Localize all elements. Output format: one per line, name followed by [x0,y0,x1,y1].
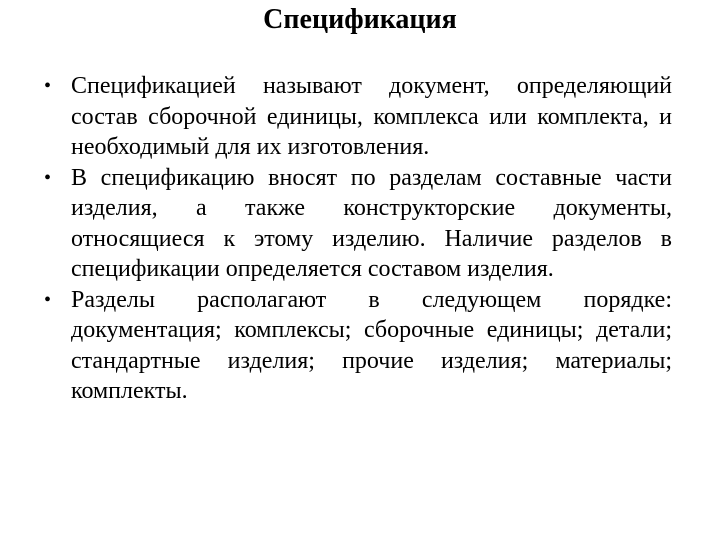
bullet-text: В спецификацию вносят по разделам составные части изделия, а также конструкторские документы, относящиеся к этому изделию. Наличие разделов в спецификации определяется составом изделия. [71,164,672,282]
slide-title: Спецификация [263,4,457,35]
bullet-item [44,285,672,407]
bullet-text: Спецификацией называют документ, определяющий состав сборочной единицы, комплекса или комплекта, и необходимый для их изготовления. [71,73,672,160]
bullet-item [44,163,672,285]
bullet-marker: • [44,166,52,189]
bullet-item [44,71,672,163]
bullet-text: Разделы располагают в следующем порядке: документация; комплексы; сборочные единицы; детали; стандартные изделия; прочие изделия; материалы; комплекты. [71,286,672,404]
bullet-marker: • [44,75,52,97]
bullet-marker: • [44,288,52,311]
bullet-list [44,71,672,407]
